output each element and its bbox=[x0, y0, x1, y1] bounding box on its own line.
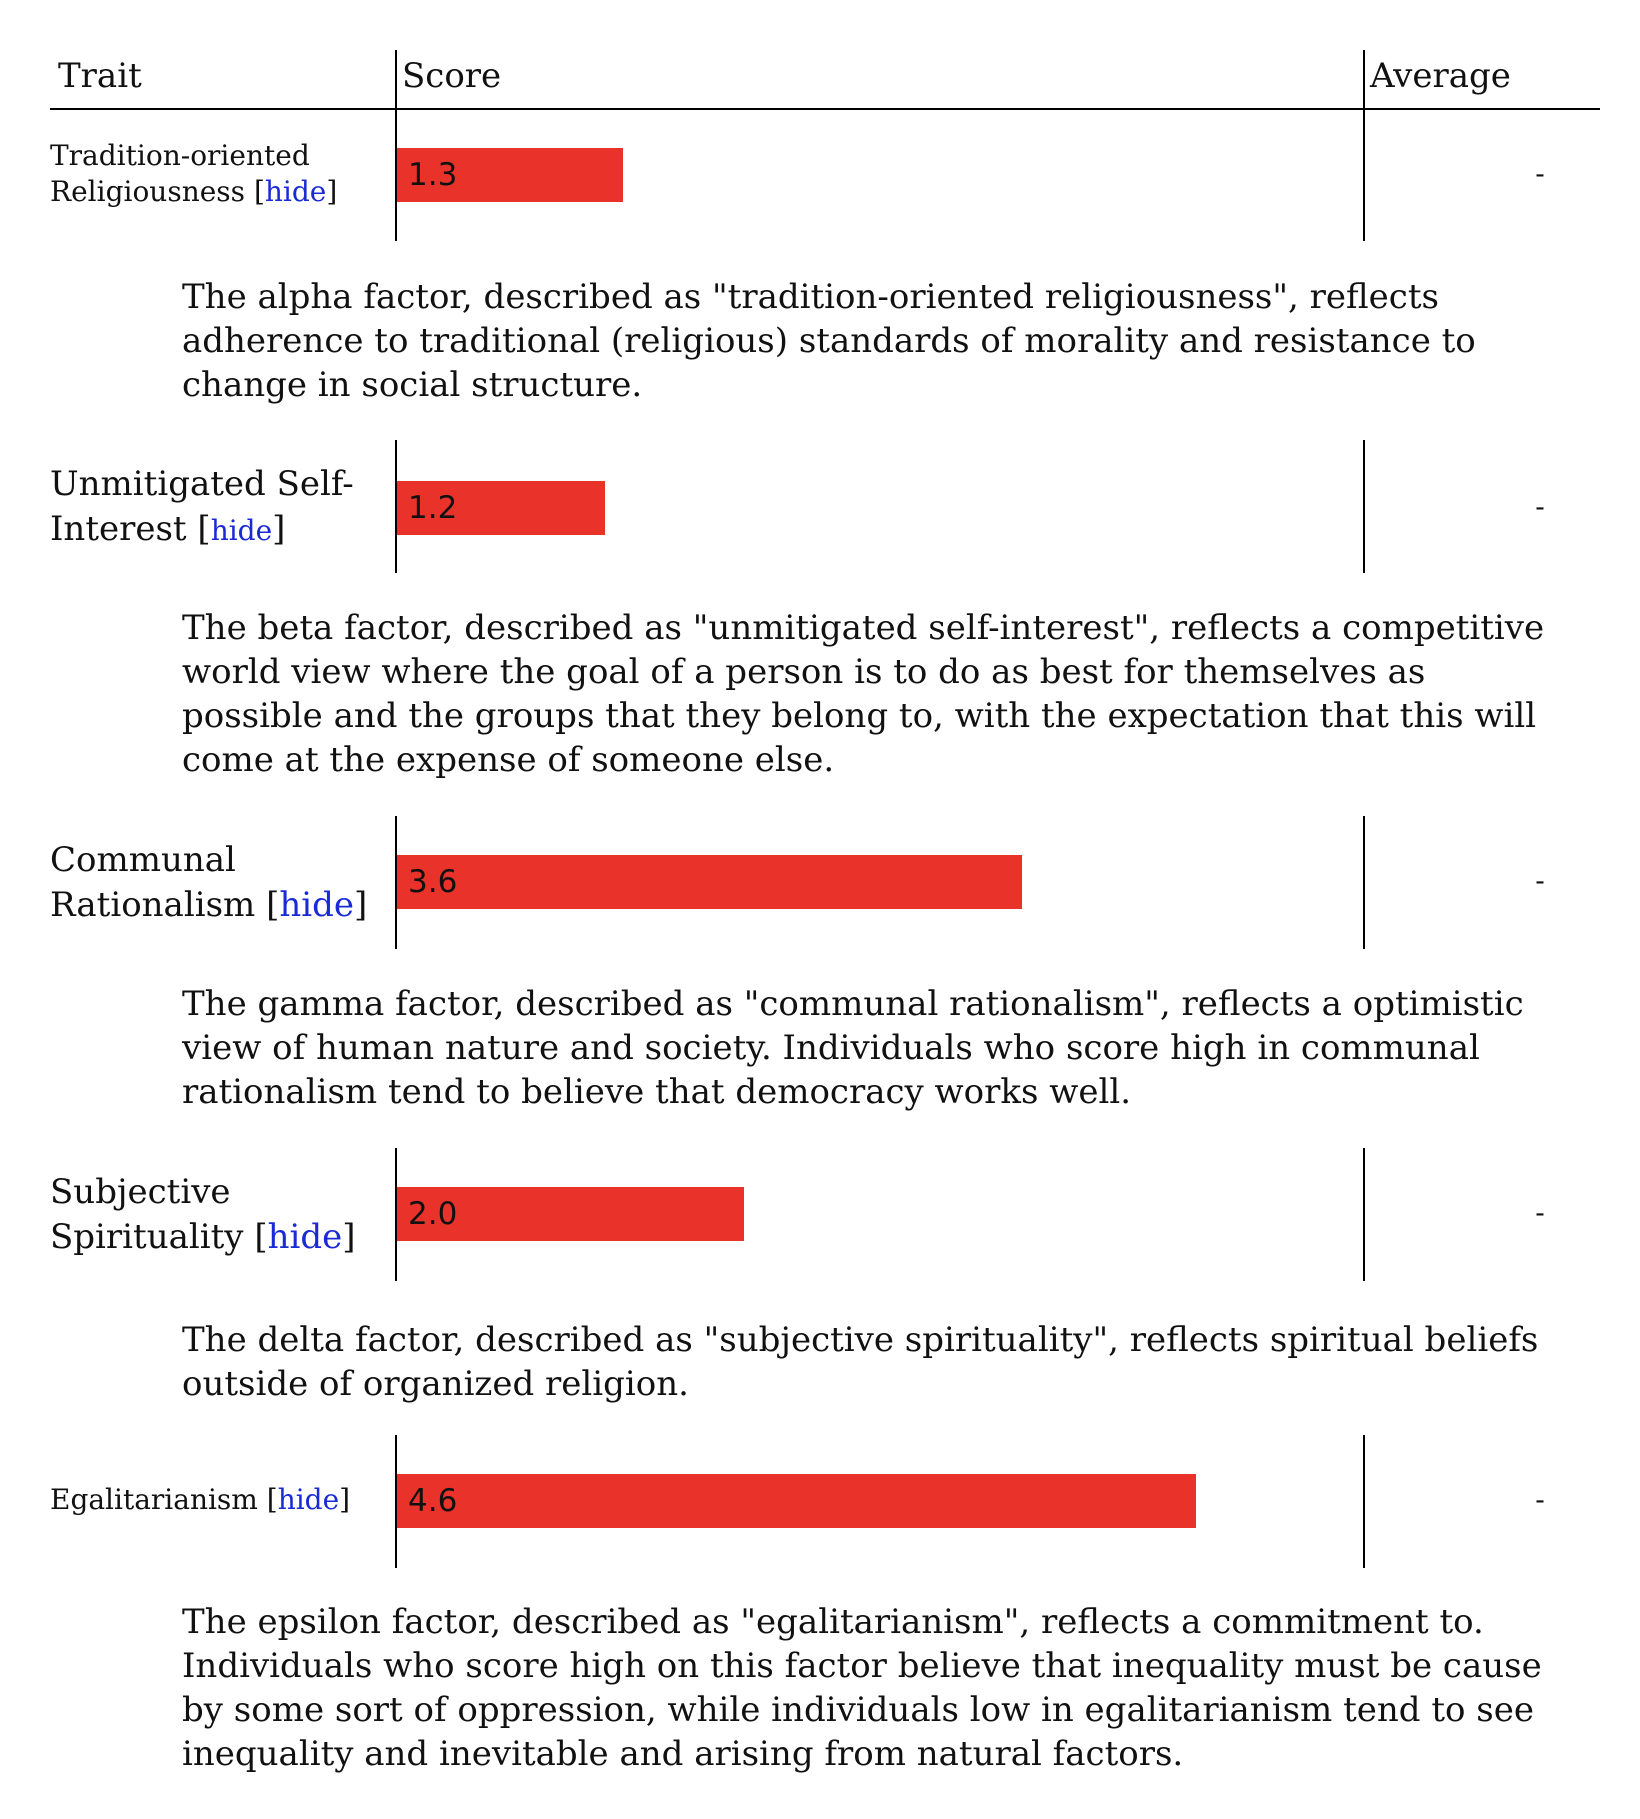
header-divider-average bbox=[1363, 50, 1365, 108]
trait-name-spirituality: Subjective Spirituality [hide] bbox=[50, 1172, 356, 1257]
row-divider bbox=[1363, 816, 1365, 949]
average-spirituality: - bbox=[1535, 1196, 1545, 1229]
trait-name-self-interest: Unmitigated Self-Interest [hide] bbox=[50, 464, 354, 549]
trait-name-text: Subjective Spirituality bbox=[50, 1172, 244, 1257]
header-score: Score bbox=[402, 56, 502, 96]
average-egalitarianism: - bbox=[1535, 1483, 1545, 1516]
average-self-interest: - bbox=[1535, 490, 1545, 523]
score-label-egalitarianism: 4.6 bbox=[408, 1483, 458, 1519]
score-bar-egalitarianism bbox=[397, 1474, 1196, 1528]
row-divider bbox=[1363, 1435, 1365, 1568]
score-bar-rationalism bbox=[397, 855, 1022, 909]
hide-link-egalitarianism[interactable]: hide bbox=[277, 1483, 340, 1516]
row-divider bbox=[1363, 108, 1365, 241]
trait-name-text: Egalitarianism bbox=[50, 1483, 258, 1516]
trait-name-egalitarianism: Egalitarianism [hide] bbox=[50, 1483, 351, 1516]
score-label-self-interest: 1.2 bbox=[408, 490, 458, 526]
description-egalitarianism: The epsilon factor, described as "egalitarianism", reflects a commitment to. Individuals who score high on this factor believe that inequality must be cause by some sort of oppression, while individuals low in egalitarianism tend to see inequality and inevitable and arising from natural factors. bbox=[182, 1602, 1542, 1774]
header-average: Average bbox=[1370, 56, 1511, 96]
trait-name-text: Unmitigated Self-Interest bbox=[50, 464, 354, 549]
trait-name-text: Communal Rationalism bbox=[50, 840, 256, 925]
hide-link-spirituality[interactable]: hide bbox=[267, 1217, 343, 1257]
row-divider bbox=[1363, 1148, 1365, 1281]
description-religiousness: The alpha factor, described as "tradition-oriented religiousness", reflects adherence to traditional (religious) standards of morality and resistance to change in social structure. bbox=[182, 277, 1476, 405]
score-label-religiousness: 1.3 bbox=[408, 157, 458, 193]
trait-name-religiousness: Tradition-oriented Religiousness [hide] bbox=[50, 139, 338, 208]
table-header bbox=[50, 50, 1600, 110]
description-spirituality: The delta factor, described as "subjective spirituality", reflects spiritual beliefs outside of organized religion. bbox=[182, 1320, 1539, 1404]
hide-link-religiousness[interactable]: hide bbox=[264, 175, 327, 208]
hide-link-self-interest[interactable]: hide bbox=[210, 514, 273, 547]
trait-name-rationalism: Communal Rationalism [hide] bbox=[50, 840, 368, 925]
average-religiousness: - bbox=[1535, 157, 1545, 190]
average-rationalism: - bbox=[1535, 864, 1545, 897]
hide-link-rationalism[interactable]: hide bbox=[279, 885, 355, 925]
trait-name-text: Tradition-oriented Religiousness bbox=[50, 139, 310, 208]
header-trait: Trait bbox=[58, 56, 142, 96]
score-label-spirituality: 2.0 bbox=[408, 1196, 458, 1232]
description-self-interest: The beta factor, described as "unmitigated self-interest", reflects a competitive world view where the goal of a person is to do as best for themselves as possible and the groups that they belong to, with the expectation that this will come at the expense of someone else. bbox=[182, 608, 1545, 780]
header-divider-score bbox=[395, 50, 397, 108]
description-rationalism: The gamma factor, described as "communal rationalism", reflects a optimistic view of human nature and society. Individuals who score high in communal rationalism tend to believe that democracy works well. bbox=[182, 984, 1524, 1112]
score-label-rationalism: 3.6 bbox=[408, 864, 458, 900]
row-divider bbox=[1363, 440, 1365, 573]
